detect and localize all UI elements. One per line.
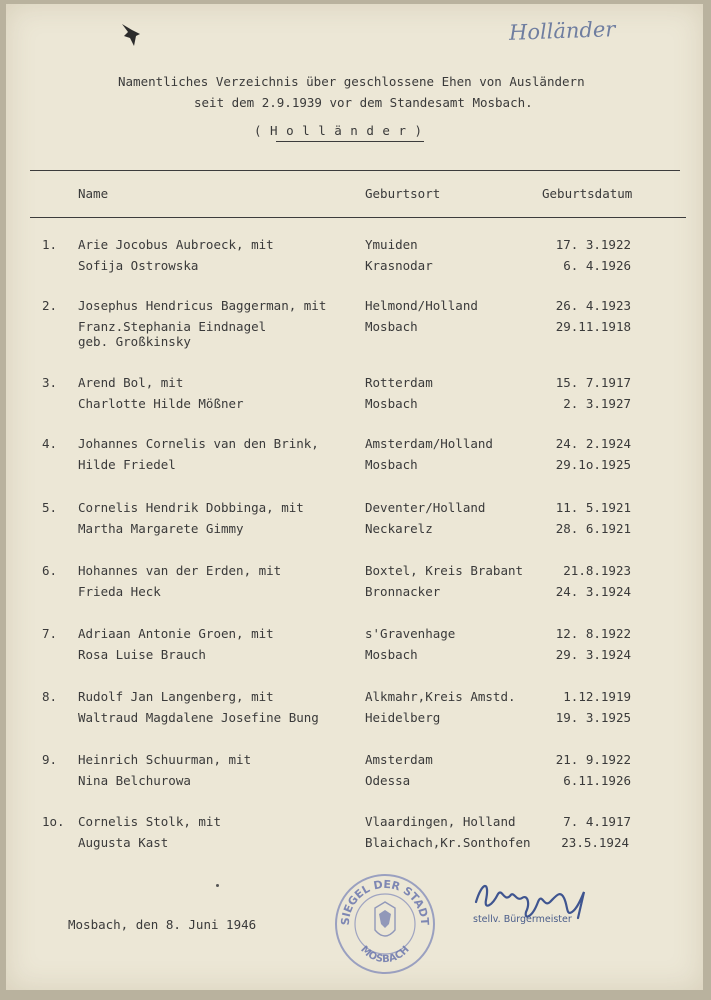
bride-birthdate: 28. 6.1921 — [555, 521, 631, 536]
groom-name: Johannes Cornelis van den Brink, — [78, 436, 319, 451]
groom-birthplace: Rotterdam — [365, 375, 433, 390]
bride-birthplace: Mosbach — [365, 319, 418, 334]
groom-name: Rudolf Jan Langenberg, mit — [78, 689, 274, 704]
groom-birthdate: 26. 4.1923 — [555, 298, 631, 313]
bride-birthdate: 6.11.1926 — [563, 773, 631, 788]
groom-birthplace: Amsterdam — [365, 752, 433, 767]
entry-number: 7. — [42, 626, 58, 641]
groom-name: Arie Jocobus Aubroeck, mit — [78, 237, 274, 252]
entry-number: 5. — [42, 500, 58, 515]
city-seal-stamp — [333, 872, 437, 976]
bride-maiden-name: geb. Großkinsky — [78, 334, 191, 349]
entry-number: 1o. — [42, 814, 65, 829]
bride-birthplace: Neckarelz — [365, 521, 433, 536]
groom-birthplace: Deventer/Holland — [365, 500, 486, 515]
groom-name: Cornelis Hendrik Dobbinga, mit — [78, 500, 304, 515]
groom-birthdate: 12. 8.1922 — [555, 626, 631, 641]
groom-birthdate: 7. 4.1917 — [563, 814, 631, 829]
bride-birthplace: Odessa — [365, 773, 411, 788]
bride-birthdate: 2. 3.1927 — [563, 396, 631, 411]
groom-birthdate: 17. 3.1922 — [555, 237, 631, 252]
entry-number: 3. — [42, 375, 58, 390]
bride-birthplace: Blaichach,Kr.Sonthofen — [365, 835, 531, 850]
footer-place-date: Mosbach, den 8. Juni 1946 — [68, 917, 257, 932]
groom-name: Adriaan Antonie Groen, mit — [78, 626, 274, 641]
entry-number: 1. — [42, 237, 58, 252]
paper-speck — [216, 884, 219, 887]
groom-birthdate: 15. 7.1917 — [555, 375, 631, 390]
groom-birthplace: Ymuiden — [365, 237, 418, 252]
groom-birthdate: 21. 9.1922 — [555, 752, 631, 767]
groom-birthplace: Vlaardingen, Holland — [365, 814, 516, 829]
table-top-rule — [30, 170, 680, 171]
groom-birthplace: Boxtel, Kreis Brabant — [365, 563, 524, 578]
document-sheet — [6, 4, 703, 990]
groom-birthplace: Alkmahr,Kreis Amstd. — [365, 689, 516, 704]
groom-birthplace: s'Gravenhage — [365, 626, 456, 641]
bride-birthplace: Mosbach — [365, 647, 418, 662]
groom-birthdate: 11. 5.1921 — [555, 500, 631, 515]
bride-birthplace: Heidelberg — [365, 710, 441, 725]
groom-birthplace: Amsterdam/Holland — [365, 436, 493, 451]
column-header-place: Geburtsort — [365, 186, 441, 201]
bride-name: Augusta Kast — [78, 835, 169, 850]
bride-birthdate: 29. 3.1924 — [555, 647, 631, 662]
groom-name: Arend Bol, mit — [78, 375, 184, 390]
bride-birthplace: Mosbach — [365, 457, 418, 472]
ink-blot-mark — [120, 22, 142, 48]
entry-number: 2. — [42, 298, 58, 313]
bride-name: Martha Margarete Gimmy — [78, 521, 244, 536]
seal-top-text: SIEGEL DER STADT — [338, 877, 432, 926]
bride-name: Sofija Ostrowska — [78, 258, 199, 273]
bride-name: Charlotte Hilde Mößner — [78, 396, 244, 411]
signature-role-label: stellv. Bürgermeister — [473, 914, 572, 925]
groom-name: Heinrich Schuurman, mit — [78, 752, 252, 767]
bride-birthdate: 24. 3.1924 — [555, 584, 631, 599]
groom-birthplace: Helmond/Holland — [365, 298, 478, 313]
column-header-name: Name — [78, 186, 109, 201]
bride-name: Nina Belchurowa — [78, 773, 191, 788]
bride-birthdate: 19. 3.1925 — [555, 710, 631, 725]
bride-birthplace: Mosbach — [365, 396, 418, 411]
bride-name: Waltraud Magdalene Josefine Bung — [78, 710, 319, 725]
groom-birthdate: 21.8.1923 — [563, 563, 631, 578]
groom-birthdate: 24. 2.1924 — [555, 436, 631, 451]
handwritten-annotation: Holländer — [508, 17, 616, 45]
bride-name: Frieda Heck — [78, 584, 161, 599]
entry-number: 8. — [42, 689, 58, 704]
bride-name: Rosa Luise Brauch — [78, 647, 206, 662]
bride-birthplace: Krasnodar — [365, 258, 433, 273]
bride-birthdate: 6. 4.1926 — [563, 258, 631, 273]
bride-name: Hilde Friedel — [78, 457, 176, 472]
entry-number: 9. — [42, 752, 58, 767]
groom-name: Hohannes van der Erden, mit — [78, 563, 282, 578]
table-header-rule — [30, 217, 686, 218]
bride-birthdate: 29.11.1918 — [555, 319, 631, 334]
header-subtitle: ( H o l l ä n d e r ) — [254, 123, 423, 138]
subtitle-underline — [276, 141, 424, 142]
column-header-date: Geburtsdatum — [542, 186, 633, 201]
entry-number: 4. — [42, 436, 58, 451]
bride-birthdate: 23.5.1924 — [561, 835, 629, 850]
bride-name: Franz.Stephania Eindnagel — [78, 319, 267, 334]
groom-name: Cornelis Stolk, mit — [78, 814, 221, 829]
entry-number: 6. — [42, 563, 58, 578]
seal-bottom-text: MOSBACH — [358, 944, 412, 966]
groom-name: Josephus Hendricus Baggerman, mit — [78, 298, 327, 313]
groom-birthdate: 1.12.1919 — [563, 689, 631, 704]
bride-birthdate: 29.1o.1925 — [555, 457, 631, 472]
header-line-1: Namentliches Verzeichnis über geschlossene Ehen von Ausländern — [118, 74, 585, 89]
eagle-crest-icon — [375, 902, 395, 936]
header-line-2: seit dem 2.9.1939 vor dem Standesamt Mosbach. — [194, 95, 533, 110]
bride-birthplace: Bronnacker — [365, 584, 441, 599]
